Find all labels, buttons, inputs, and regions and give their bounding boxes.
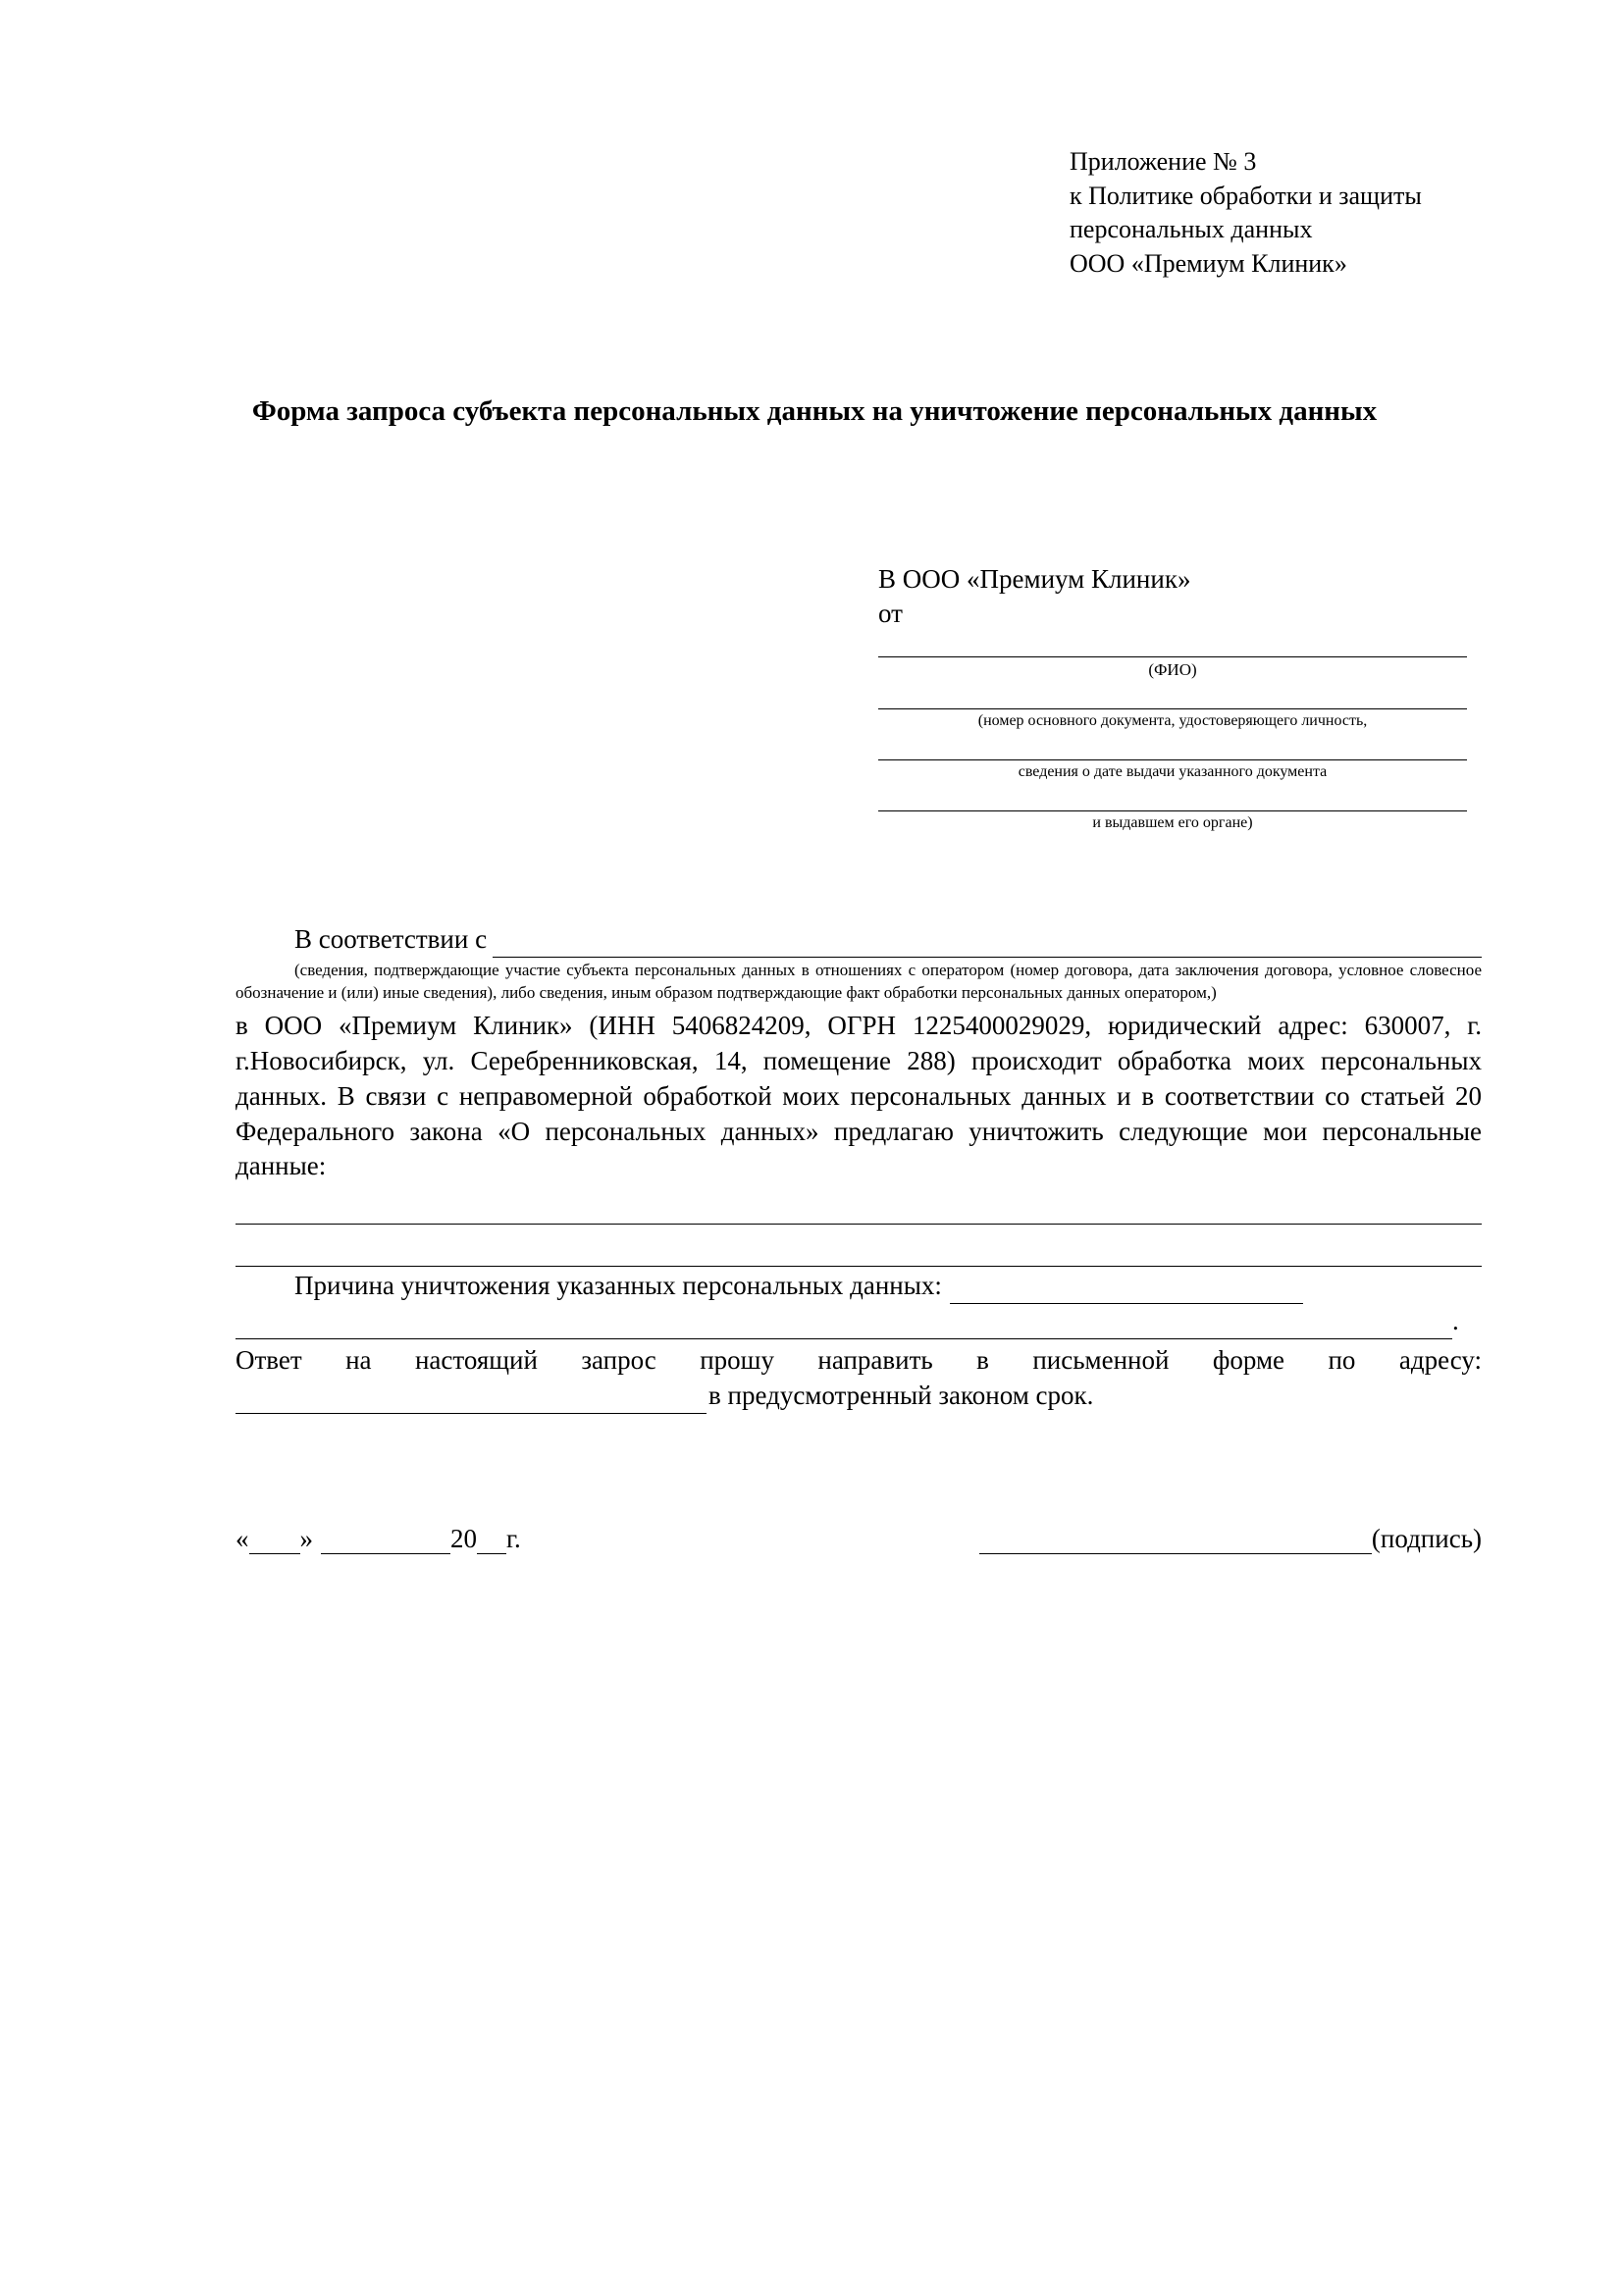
accordance-input-line[interactable] bbox=[493, 931, 1482, 958]
reason-input-line[interactable] bbox=[950, 1278, 1303, 1304]
fio-input-line[interactable] bbox=[878, 631, 1467, 657]
signature-input-line[interactable] bbox=[979, 1528, 1372, 1554]
reason-tail-row bbox=[236, 1304, 1482, 1339]
accordance-row bbox=[236, 922, 1482, 958]
document-issuer-caption: и выдавшем его органе) bbox=[1092, 813, 1253, 831]
answer-address-input-line[interactable] bbox=[236, 1387, 707, 1414]
date-year: 20 bbox=[450, 1524, 477, 1553]
signature-caption: (подпись) bbox=[1371, 1524, 1482, 1553]
document-date-input-line[interactable] bbox=[878, 734, 1467, 760]
document-body bbox=[236, 922, 1482, 1414]
document-date-caption: сведения о дате выдачи указанного документа bbox=[1018, 762, 1328, 780]
reason-input-line-2[interactable] bbox=[236, 1313, 1452, 1339]
header-line-3: персональных данных bbox=[1070, 215, 1313, 244]
accordance-label: В соответствии с bbox=[294, 924, 488, 954]
document-number-input-line[interactable] bbox=[878, 683, 1467, 709]
document-issuer-input-line[interactable] bbox=[878, 785, 1467, 811]
accordance-note bbox=[236, 960, 1482, 1005]
header-line-1: Приложение № 3 bbox=[1070, 147, 1257, 176]
personal-data-line-1[interactable] bbox=[236, 1184, 1482, 1225]
date-open-quote: « bbox=[236, 1524, 249, 1553]
page-title: Форма запроса субъекта персональных данных на уничтожение персональных данных bbox=[251, 395, 1378, 427]
signature-row bbox=[236, 1524, 1482, 1554]
date-close-quote: » bbox=[299, 1524, 313, 1553]
accordance-note-text: (сведения, подтверждающие участие субъекта персональных данных в отношениях с оператором (номер договора, дата заключения договора, условное словесное обозначение и (или) иные сведения), либо сведения, иным образом подтверждающие факт обработки персональных данных оператором,) bbox=[236, 960, 1482, 1002]
addressee-to: В ООО «Премиум Клиник» bbox=[878, 564, 1191, 594]
answer-paragraph: Ответ на настоящий запрос прошу направить в письменной форме по адресу: bbox=[236, 1345, 1482, 1376]
addressee-from-label: от bbox=[878, 599, 903, 628]
header-line-4: ООО «Премиум Клиник» bbox=[1070, 248, 1347, 278]
reason-row bbox=[236, 1269, 1482, 1304]
reason-period: . bbox=[1452, 1306, 1459, 1336]
date-year-suffix: г. bbox=[506, 1524, 521, 1553]
header-line-2: к Политике обработки и защиты bbox=[1070, 181, 1422, 210]
answer-address-row bbox=[236, 1379, 1482, 1414]
document-number-caption: (номер основного документа, удостоверяющего личность, bbox=[977, 712, 1368, 730]
personal-data-line-2[interactable] bbox=[236, 1225, 1482, 1267]
date-field[interactable] bbox=[236, 1524, 521, 1554]
appendix-header bbox=[1070, 145, 1580, 281]
signature-field[interactable] bbox=[979, 1524, 1482, 1554]
main-paragraph: в ООО «Премиум Клиник» (ИНН 5406824209, ОГРН 1225400029029, юридический адрес: 630007, г. г.Новосибирск, ул. Серебренниковская, 14, помещение 288) происходит обработка моих персональных данных. В связи с неправомерной обработкой моих персональных данных и в соответствии со статьей 20 Федерального закона «О персональных данных» предлагаю уничтожить следующие мои персональные данные: bbox=[236, 1010, 1482, 1181]
fio-caption: (ФИО) bbox=[1148, 660, 1197, 679]
answer-tail-text: в предусмотренный законом срок. bbox=[708, 1381, 1094, 1411]
reason-label: Причина уничтожения указанных персональных данных: bbox=[294, 1271, 942, 1301]
addressee-block bbox=[878, 564, 1487, 833]
